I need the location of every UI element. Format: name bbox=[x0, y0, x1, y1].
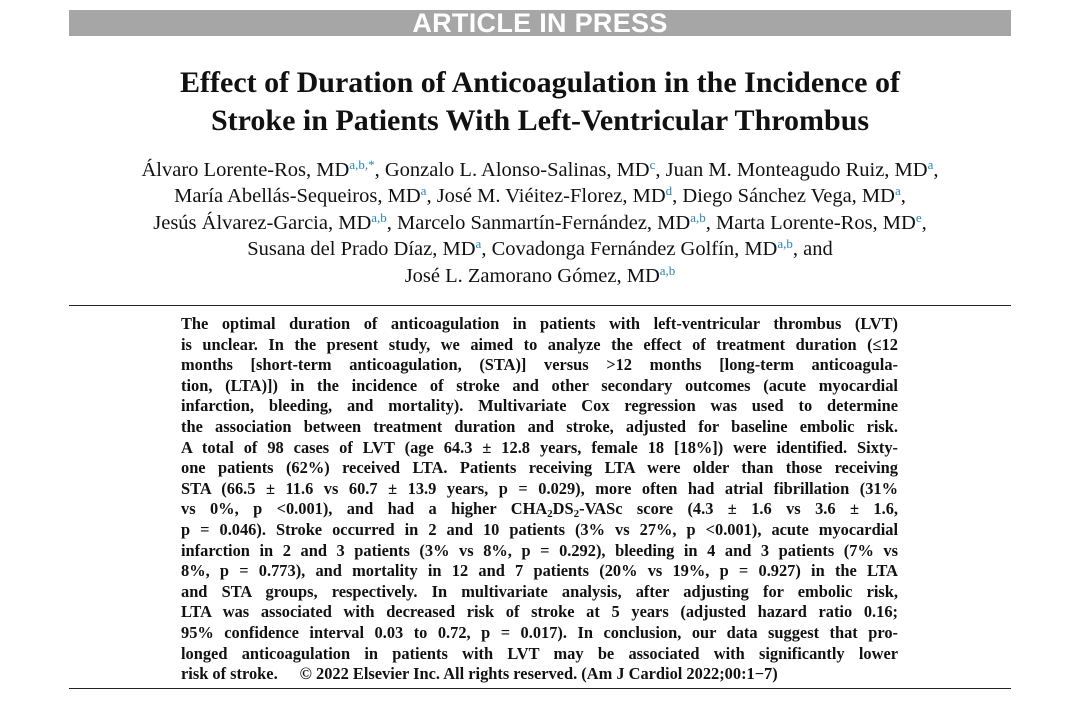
abstract-line: months [short-term anticoagulation, (STA)] versus >12 months [long-term anticoagula- bbox=[181, 355, 898, 375]
author-affiliation: a,b bbox=[659, 262, 676, 278]
abstract-line: the association between treatment duration and stroke, adjusted for baseline embolic risk. bbox=[181, 416, 898, 436]
author-separator: , bbox=[672, 185, 683, 208]
author-list bbox=[69, 157, 1011, 289]
abstract bbox=[181, 314, 898, 685]
author-affiliation: e bbox=[915, 209, 922, 225]
author-name: Marta Lorente-Ros, MD bbox=[716, 211, 916, 234]
abstract-text: risk of stroke. bbox=[181, 664, 278, 684]
author-name: María Abellás-Sequeiros, MD bbox=[174, 185, 421, 208]
author-separator: , bbox=[705, 211, 716, 234]
author-separator: , bbox=[374, 159, 385, 181]
abstract-bottom-rule bbox=[69, 688, 1011, 689]
author-name: Covadonga Fernández Golfín, MD bbox=[491, 238, 778, 261]
author-name: Marcelo Sanmartín-Fernández, MD bbox=[397, 211, 691, 234]
abstract-line: is unclear. In the present study, we aimed to analyze the effect of treatment duration (≤12 bbox=[181, 334, 898, 354]
abstract-text: DS bbox=[552, 499, 574, 519]
copyright-citation: © 2022 Elsevier Inc. All rights reserved. (Am J Cardiol 2022;00:1−7) bbox=[299, 664, 778, 684]
abstract-line: The optimal duration of anticoagulation in patients with left-ventricular thrombus (LVT) bbox=[181, 314, 898, 333]
abstract-line: STA (66.5 ± 11.6 vs 60.7 ± 13.9 years, p = 0.029), more often had atrial fibrillation (31% bbox=[181, 478, 898, 498]
abstract-line-chem bbox=[181, 499, 898, 520]
author-affiliation: a,b bbox=[371, 209, 387, 225]
author-line bbox=[69, 183, 1011, 209]
article-title-line-2: Stroke in Patients With Left-Ventricular Thrombus bbox=[210, 104, 870, 137]
author-name: Álvaro Lorente-Ros, MD bbox=[141, 159, 350, 181]
article-in-press-banner: ARTICLE IN PRESS bbox=[69, 10, 1011, 36]
author-separator: , bbox=[481, 238, 492, 261]
author-affiliation: a bbox=[894, 183, 901, 199]
abstract-line: p = 0.046). Stroke occurred in 2 and 10 patients (3% vs 27%, p <0.001), acute myocardial bbox=[181, 519, 898, 539]
author-separator: , bbox=[386, 211, 398, 234]
abstract-last-line bbox=[181, 664, 898, 685]
author-separator: , bbox=[921, 211, 927, 234]
abstract-line: LTA was associated with decreased risk of stroke at 5 years (adjusted hazard ratio 0.16; bbox=[181, 602, 898, 622]
author-separator: , bbox=[426, 185, 437, 208]
author-name: Juan M. Monteagudo Ruiz, MD bbox=[665, 159, 928, 181]
author-name: José M. Viéitez-Florez, MD bbox=[436, 185, 666, 208]
author-affiliation: a bbox=[475, 236, 482, 252]
abstract-line: infarction in 2 and 3 patients (3% vs 8%, p = 0.292), bleeding in 4 and 3 patients (7% vs bbox=[181, 540, 898, 560]
author-separator: , bbox=[900, 185, 906, 208]
author-separator: , and bbox=[792, 238, 833, 261]
author-line bbox=[69, 157, 1011, 183]
article-title-line-1: Effect of Duration of Anticoagulation in the Incidence of bbox=[180, 66, 900, 99]
author-line bbox=[69, 263, 1011, 289]
abstract-line: tion, (LTA)]) in the incidence of stroke and other secondary outcomes (acute myocardial bbox=[181, 375, 898, 395]
author-affiliation: a,b bbox=[690, 209, 706, 225]
author-name: Jesús Álvarez-Garcia, MD bbox=[153, 211, 372, 234]
author-separator: , bbox=[655, 159, 666, 181]
abstract-line: one patients (62%) received LTA. Patients receiving LTA were older than those receiving bbox=[181, 458, 898, 478]
abstract-line: 95% confidence interval 0.03 to 0.72, p = 0.017). In conclusion, our data suggest that pro- bbox=[181, 622, 898, 642]
abstract-text: vs 0%, p <0.001), and had a higher CHA bbox=[181, 499, 548, 519]
author-line bbox=[69, 210, 1011, 236]
author-name: Susana del Prado Díaz, MD bbox=[247, 238, 476, 261]
author-affiliation: a,b bbox=[777, 236, 793, 252]
author-affiliation: c bbox=[649, 157, 656, 172]
abstract-text: -VASc score (4.3 ± 1.6 vs 3.6 ± 1.6, bbox=[579, 499, 898, 519]
article-title bbox=[69, 64, 1011, 140]
abstract-line: 8%, p = 0.773), and mortality in 12 and 7 patients (20% vs 19%, p = 0.927) in the LTA bbox=[181, 561, 898, 581]
abstract-line: longed anticoagulation in patients with LVT may be associated with significantly lower bbox=[181, 643, 898, 663]
author-affiliation: d bbox=[665, 183, 673, 199]
author-name: José L. Zamorano Gómez, MD bbox=[404, 264, 660, 287]
subscript: 2 bbox=[547, 508, 553, 521]
author-affiliation: a,b,* bbox=[349, 157, 375, 172]
author-line bbox=[69, 236, 1011, 262]
author-name: Gonzalo L. Alonso-Salinas, MD bbox=[384, 159, 650, 181]
author-separator: , bbox=[933, 159, 939, 181]
abstract-line: and STA groups, respectively. In multivariate analysis, after adjusting for embolic risk, bbox=[181, 581, 898, 601]
abstract-line: infarction, bleeding, and mortality). Multivariate Cox regression was used to determine bbox=[181, 396, 898, 416]
author-affiliation: a bbox=[420, 183, 427, 199]
author-affiliation: a bbox=[927, 157, 934, 172]
abstract-top-rule bbox=[69, 305, 1011, 306]
author-name: Diego Sánchez Vega, MD bbox=[682, 185, 895, 208]
abstract-line: A total of 98 cases of LVT (age 64.3 ± 12.8 years, female 18 [18%]) were identified. Sixty- bbox=[181, 437, 898, 457]
subscript: 2 bbox=[573, 508, 580, 521]
